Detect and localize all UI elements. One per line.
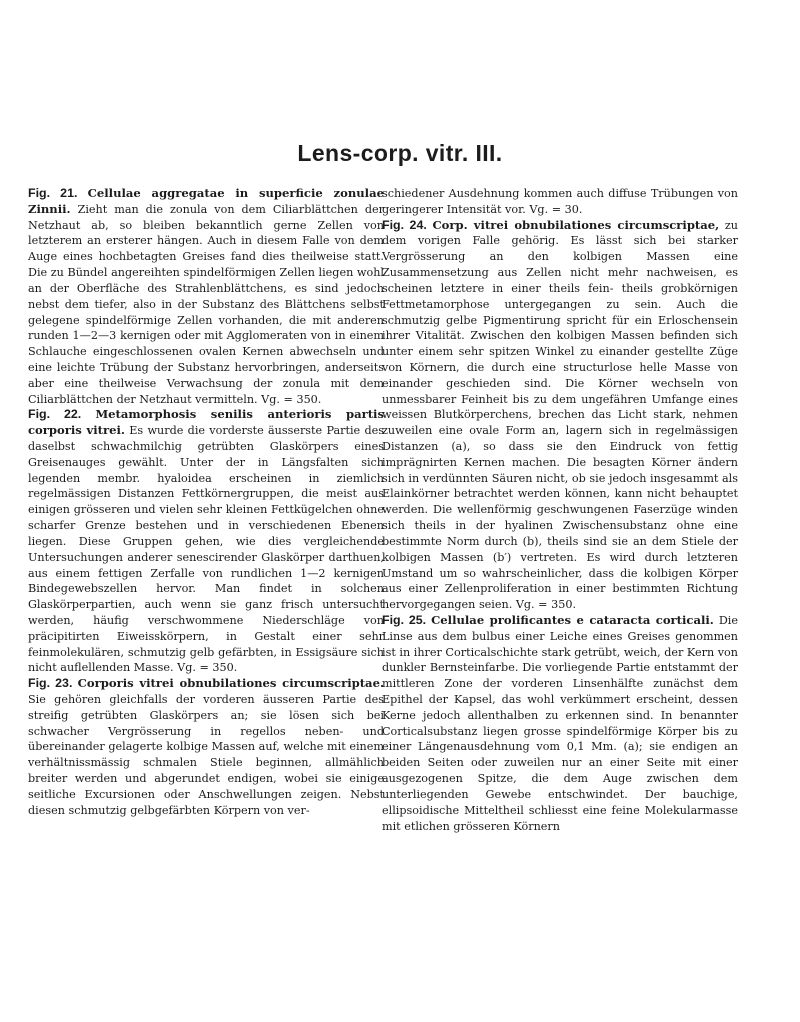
figure-description-22 bbox=[28, 407, 384, 676]
figure-description-23 bbox=[28, 676, 384, 818]
figure-description-25 bbox=[382, 613, 738, 834]
figure-description-23-continued bbox=[382, 186, 738, 218]
figure-text: Zieht man die zonula von dem Ciliarblättchen der Netzhaut ab, so bleiben bekanntlich gerne Zellen von letzterem an ersterer hängen. Auch in diesem Falle von dem Auge eines hochbetagten Greises fand dies theilweise statt. Die zu Bündel angereihten spindelförmigen Zellen liegen wohl an der Oberfläche des Strahlenblättchens, es sind jedoch nebst dem tiefer, also in der Substanz des Blättchens selbst gelegene spindelförmige Zellen vorhanden, die mit anderen runden 1—2—3 kernigen oder mit Agglomeraten von in einem Schlauche eingeschlossenen ovalen Kernen abwechseln und eine leichte Trübung der Substanz hervorbringen, anderseits aber eine theilweise Verwachsung der zonula mit dem Ciliarblättchen der Netzhaut vermitteln. Vg. = 350. bbox=[28, 202, 384, 406]
figure-title: Cellulae prolificantes e cataracta corticali. bbox=[431, 612, 714, 627]
right-column bbox=[382, 186, 738, 834]
figure-description-24 bbox=[382, 218, 738, 613]
figure-text: zu dem vorigen Falle gehörig. Es lässt sich bei starker Vergrösserung an den kolbigen Massen eine Zusammensetzung aus Zellen nicht mehr nachweisen, es scheinen letztere in einer theils fein- theils grobkörnigen Fettmetamorphose untergegangen zu sein. Auch die schmutzig gelbe Pigmentirung spricht für ein Erloschensein ihrer Vitalität. Zwischen den kolbigen Massen befinden sich unter einem sehr spitzen Winkel zu einander gestellte Züge von Körnern, die durch eine structurlose helle Masse von einander geschieden sind. Die Körner wechseln von unmessbarer Feinheit bis zu dem ungefähren Umfange eines weissen Blutkörperchens, brechen das Licht stark, nehmen zuweilen eine ovale Form an, lagern sich in regelmässigen Distanzen (a), so dass sie den Eindruck von fettig imprägnirten Kernen machen. Die besagten Körner ändern sich in verdünnten Säuren nicht, ob sie jedoch insgesammt als Elainkörner betrachtet werden können, kann nicht behauptet werden. Die wellenförmig geschwungenen Faserzüge winden sich theils in der hyalinen Zwischensubstanz ohne eine bestimmte Norm durch (b), theils sind sie an dem Stiele der kolbigen Massen (b′) vertreten. Es wird durch letzteren Umstand um so wahrscheinlicher, dass die kolbigen Körper aus einer Zellenproliferation in einer bestimmten Richtung hervorgegangen seien. Vg. = 350. bbox=[382, 218, 738, 612]
figure-title: Cellulae aggregatae in superficie zonulae Zinnii. bbox=[28, 186, 384, 216]
figure-description-21 bbox=[28, 186, 384, 407]
figure-label: Fig. 21. bbox=[28, 186, 78, 200]
figure-text: Sie gehören gleichfalls der vorderen äusseren Partie des streifig getrübten Glaskörpers an; sie lösen sich bei schwacher Vergrösserung in regellos neben- und übereinander gelagerte kolbige Massen auf, welche mit einem verhältnissmässig schmalen Stiele beginnen, allmählich breiter werden und abgerundet endigen, wobei sie einige seitliche Excursionen oder Anschwellungen zeigen. Nebst diesen schmutzig gelbgefärbten Körpern von ver- bbox=[28, 693, 384, 817]
figure-text: schiedener Ausdehnung kommen auch diffuse Trübungen von geringerer Intensität vor. Vg. = 30. bbox=[382, 187, 738, 216]
figure-title: Metamorphosis senilis anterioris partis corporis vitrei. bbox=[28, 407, 384, 438]
figure-text: Es wurde die vorderste äusserste Partie des daselbst schwachmilchig getrübten Glaskörpers eines Greisenauges gewählt. Unter der in Längsfalten sich legenden membr. hyaloidea erscheinen in ziemlich regelmässigen Distanzen Fettkörnergruppen, die meist aus einigen grösseren und vielen sehr kleinen Fettkügelchen ohne scharfer Grenze bestehen und in verschiedenen Ebenen liegen. Diese Gruppen gehen, wie dies vergleichende Untersuchungen anderer senescirender Glaskörper darthuen, aus einem fettigen Zerfalle von rundlichen 1—2 kernigen Bindegewebszellen hervor. Man findet in solchen Glaskörperpartien, auch wenn sie ganz frisch untersucht werden, häufig verschwommene Niederschläge von präcipitirten Eiweisskörpern, in Gestalt einer sehr feinmolekulären, schmutzig gelb gefärbten, in Essigsäure sich nicht auflellenden Masse. Vg. = 350. bbox=[28, 424, 384, 675]
left-column bbox=[28, 186, 384, 819]
figure-text: Die Linse aus dem bulbus einer Leiche eines Greises genommen ist in ihrer Corticalschichte stark getrübt, weich, der Kern von dunkler Bernsteinfarbe. Die vorliegende Partie entstammt der mittleren Zone der vorderen Linsenhälfte zunächst dem Epithel der Kapsel, das wohl verkümmert erscheint, dessen Kerne jedoch allenthalben zu erkennen sind. In benannter Corticalsubstanz liegen grosse spindelförmige Körper bis zu einer Längenausdehnung vom 0,1 Mm. (a); sie endigen an beiden Seiten oder zuweilen nur an einer Seite mit einer ausgezogenen Spitze, die dem Auge zwischen dem unterliegenden Gewebe entschwindet. Der bauchige, ellipsoidische Mitteltheil schliesst eine feine Molekularmasse mit etlichen grösseren Körnern bbox=[382, 613, 738, 833]
figure-label: Fig. 25. bbox=[382, 612, 427, 627]
page-title: Lens-corp. vitr. III. bbox=[297, 140, 503, 166]
figure-label: Fig. 22. bbox=[28, 407, 82, 422]
figure-title: Corp. vitrei obnubilationes circumscriptae, bbox=[432, 217, 720, 232]
figure-title: Corporis vitrei obnubilationes circumscriptae. bbox=[77, 676, 384, 691]
figure-label: Fig. 23. bbox=[28, 676, 73, 691]
figure-label: Fig. 24. bbox=[382, 217, 427, 232]
